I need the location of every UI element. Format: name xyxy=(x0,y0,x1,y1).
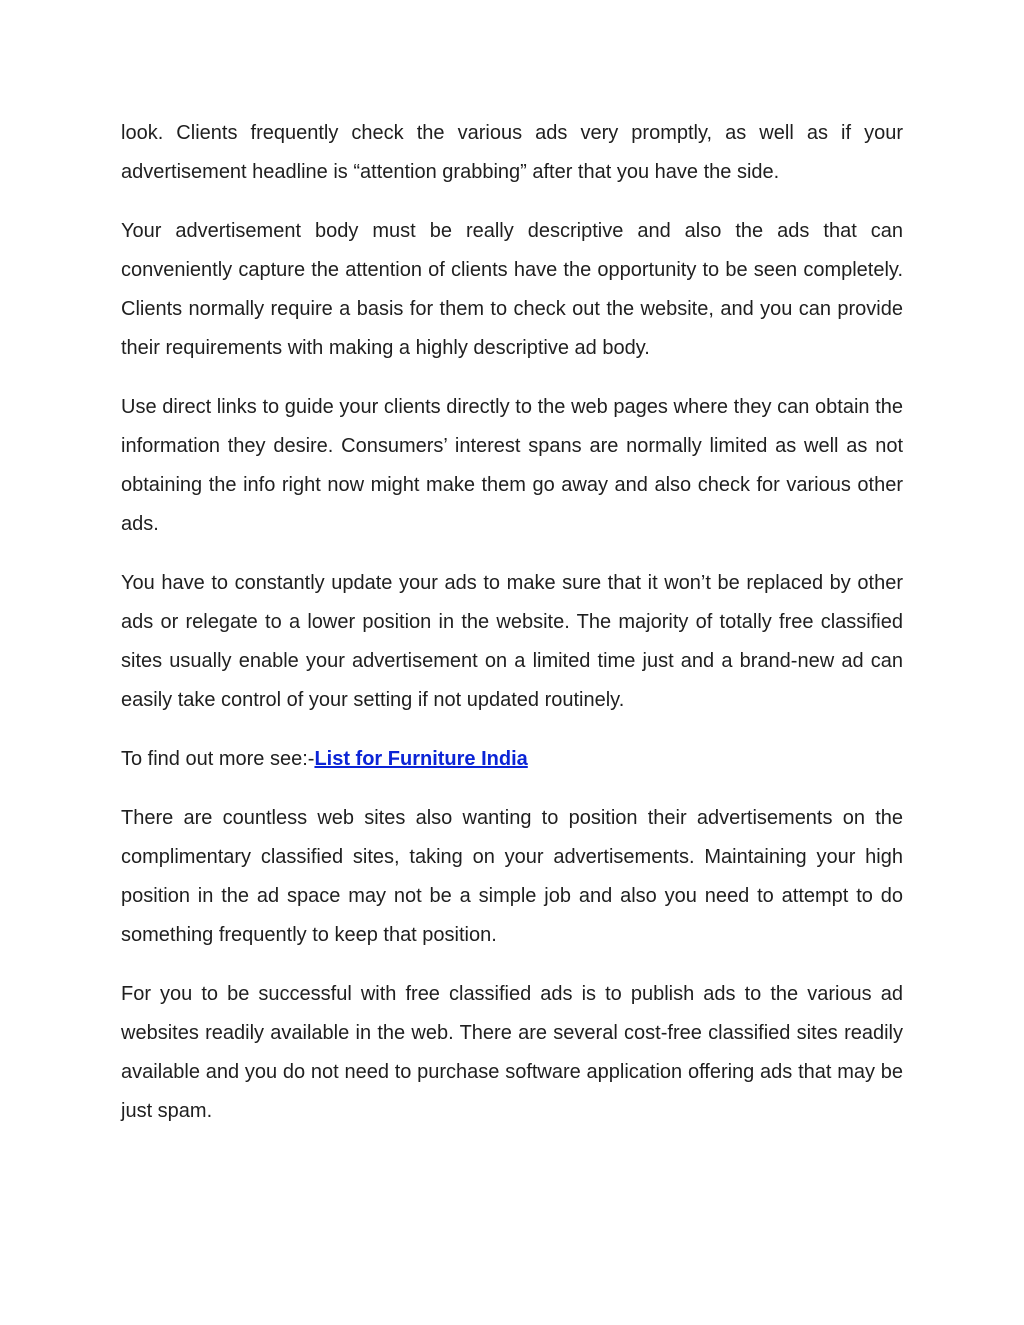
see-more-prefix: To find out more see:- xyxy=(121,748,315,770)
paragraph: Use direct links to guide your clients directly to the web pages where they can obtain the information they desire. Consumers’ interest spans are normally limited as well as not obtaining the info right now might make them go away and also check for various other ads. xyxy=(121,396,903,535)
paragraph: You have to constantly update your ads to make sure that it won’t be replaced by other ads or relegate to a lower position in the website. The majority of totally free classified sites usually enable your advertisement on a limited time just and a brand-new ad can easily take control of your setting if not updated routinely. xyxy=(121,572,903,711)
paragraph: look. Clients frequently check the various ads very promptly, as well as if your advertisement headline is “attention grabbing” after that you have the side. xyxy=(121,122,903,183)
document-page xyxy=(121,114,903,1151)
see-more-paragraph xyxy=(121,740,903,779)
paragraph: Your advertisement body must be really descriptive and also the ads that can conveniently capture the attention of clients have the opportunity to be seen completely. Clients normally require a basis for them to check out the website, and you can provide their requirements with making a highly descriptive ad body. xyxy=(121,220,903,359)
paragraph: For you to be successful with free classified ads is to publish ads to the various ad websites readily available in the web. There are several cost-free classified sites readily available and you do not need to purchase software application offering ads that may be just spam. xyxy=(121,983,903,1122)
furniture-india-link[interactable]: List for Furniture India xyxy=(314,748,528,770)
paragraph: There are countless web sites also wanting to position their advertisements on the complimentary classified sites, taking on your advertisements. Maintaining your high position in the ad space may not be a simple job and also you need to attempt to do something frequently to keep that position. xyxy=(121,807,903,946)
